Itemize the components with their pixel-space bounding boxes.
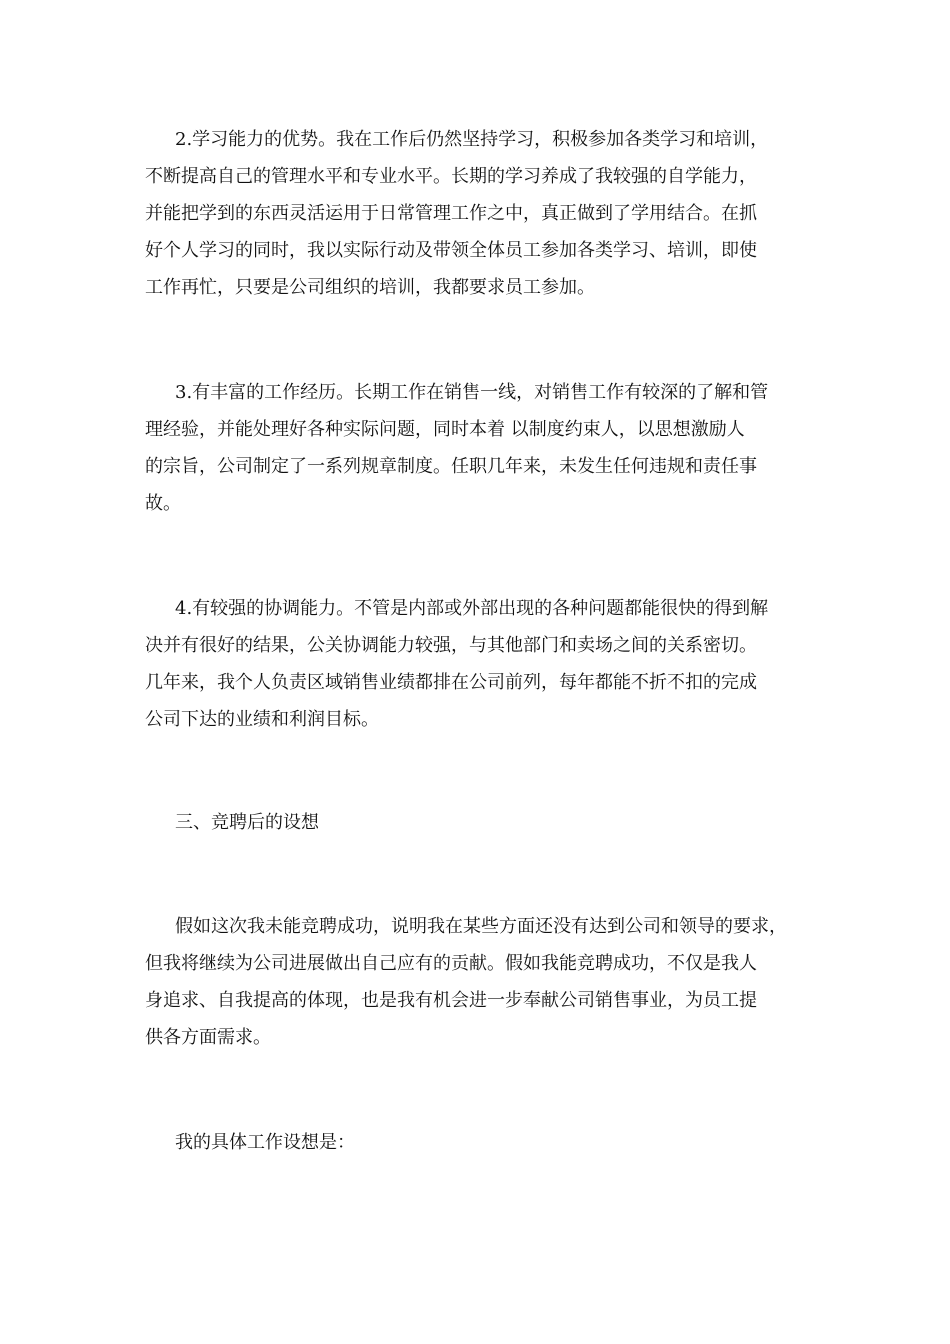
heading-text: 三、竞聘后的设想 [175,812,319,833]
paragraph-learning-ability [145,121,815,306]
text-line: 理经验，并能处理好各种实际问题，同时本着 以制度约束人，以思想激励人 [145,419,745,440]
text-line: 3.有丰富的工作经历。长期工作在销售一线，对销售工作有较深的了解和管 [175,382,769,403]
paragraph-specific-plans-intro [145,1124,815,1161]
text-line: 但我将继续为公司进展做出自己应有的贡献。假如我能竞聘成功，不仅是我人 [145,953,757,974]
text-line: 公司下达的业绩和利润目标。 [145,709,379,730]
text-line: 的宗旨，公司制定了一系列规章制度。任职几年来，未发生任何违规和责任事 [145,456,757,477]
section-heading [145,804,815,841]
text-line: 好个人学习的同时，我以实际行动及带领全体员工参加各类学习、培训，即使 [145,240,757,261]
text-line: 不断提高自己的管理水平和专业水平。长期的学习养成了我较强的自学能力， [145,166,757,187]
text-line: 4.有较强的协调能力。不管是内部或外部出现的各种问题都能很快的得到解 [175,598,769,619]
text-line: 几年来，我个人负责区域销售业绩都排在公司前列，每年都能不折不扣的完成 [145,672,757,693]
text-line: 2.学习能力的优势。我在工作后仍然坚持学习，积极参加各类学习和培训， [175,129,769,150]
text-line: 我的具体工作设想是： [175,1132,355,1153]
text-line: 工作再忙，只要是公司组织的培训，我都要求员工参加。 [145,277,595,298]
text-line: 故。 [145,493,181,514]
text-line: 并能把学到的东西灵活运用于日常管理工作之中，真正做到了学用结合。在抓 [145,203,757,224]
paragraph-post-election-plan [145,908,815,1056]
paragraph-work-experience [145,374,815,522]
text-line: 身追求、自我提高的体现，也是我有机会进一步奉献公司销售事业，为员工提 [145,990,757,1011]
paragraph-coordination-ability [145,590,815,738]
text-line: 假如这次我未能竞聘成功，说明我在某些方面还没有达到公司和领导的要求， [175,916,787,937]
text-line: 供各方面需求。 [145,1027,271,1048]
text-line: 决并有很好的结果，公关协调能力较强，与其他部门和卖场之间的关系密切。 [145,635,757,656]
